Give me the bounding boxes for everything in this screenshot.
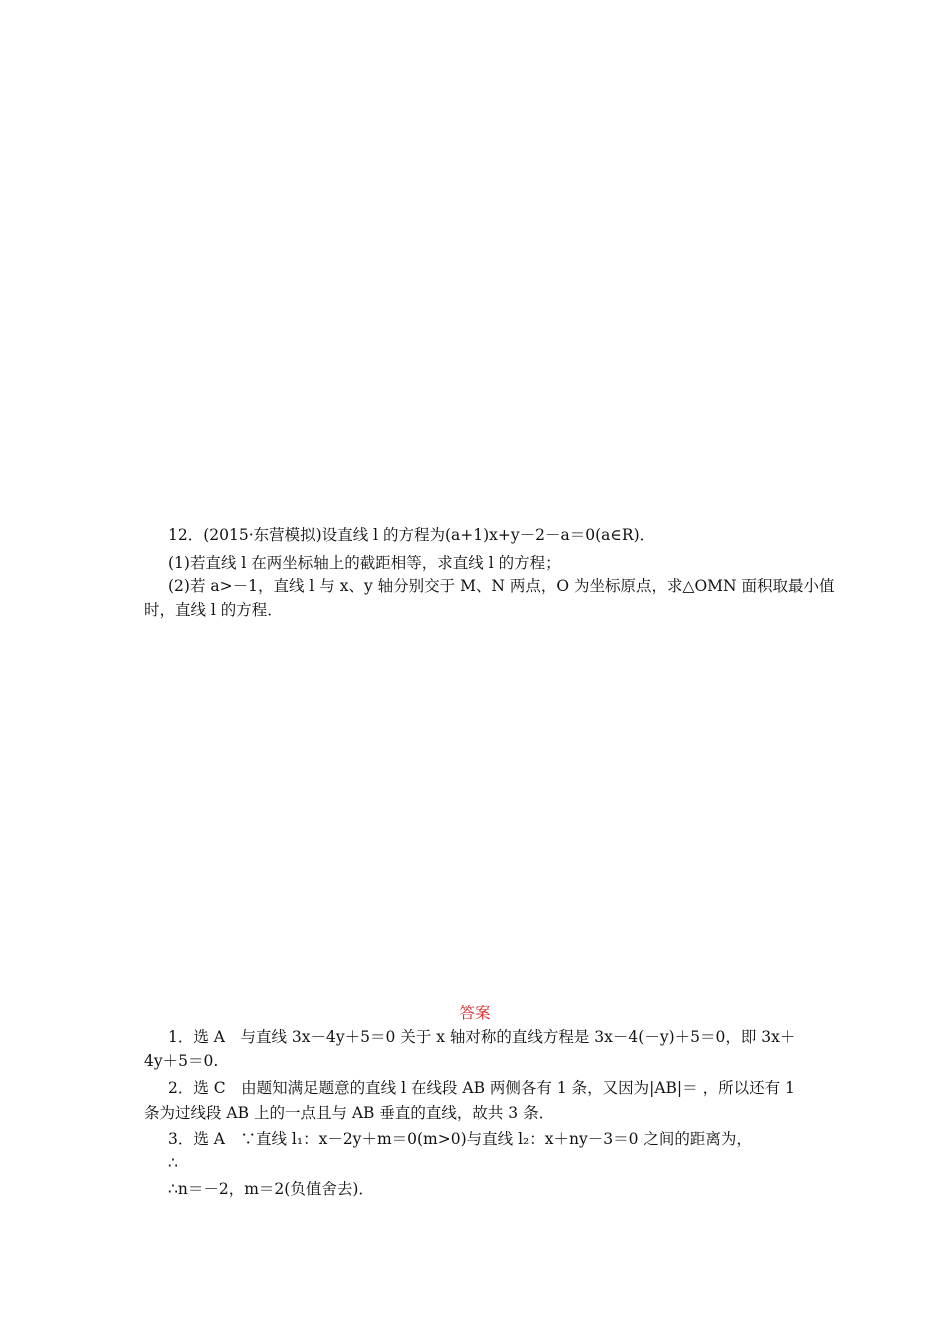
answer-3-therefore: ∴ <box>168 1154 178 1172</box>
answers-title: 答案 <box>459 1004 491 1022</box>
answer-1: 1．选 A 与直线 3x－4y＋5＝0 关于 x 轴对称的直线方程是 3x－4(－y)＋5＝0，即 3x＋ <box>168 1028 796 1046</box>
problem-12-part-2-cont: 时，直线 l 的方程． <box>144 601 283 619</box>
problem-12-part-1: (1)若直线 l 在两坐标轴上的截距相等，求直线 l 的方程； <box>168 554 561 572</box>
answer-2-cont: 条为过线段 AB 上的一点且与 AB 垂直的直线，故共 3 条． <box>144 1104 555 1122</box>
answer-2: 2．选 C 由题知满足题意的直线 l 在线段 AB 两侧各有 1 条，又因为|AB|＝ ，所以还有 1 <box>168 1079 795 1097</box>
answer-3-result: ∴n＝－2，m＝2(负值舍去)． <box>168 1180 374 1198</box>
problem-12-stem: 12．(2015·东营模拟)设直线 l 的方程为(a+1)x+y－2－a＝0(a∈R)． <box>168 526 656 544</box>
answer-1-cont: 4y＋5＝0. <box>144 1052 219 1070</box>
problem-12-part-2: (2)若 a>－1，直线 l 与 x、y 轴分别交于 M、N 两点，O 为坐标原点，求△OMN 面积取最小值 <box>168 577 835 595</box>
answer-3: 3．选 A ∵直线 l₁：x－2y＋m＝0(m>0)与直线 l₂：x＋ny－3＝0 之间的距离为， <box>168 1130 752 1148</box>
